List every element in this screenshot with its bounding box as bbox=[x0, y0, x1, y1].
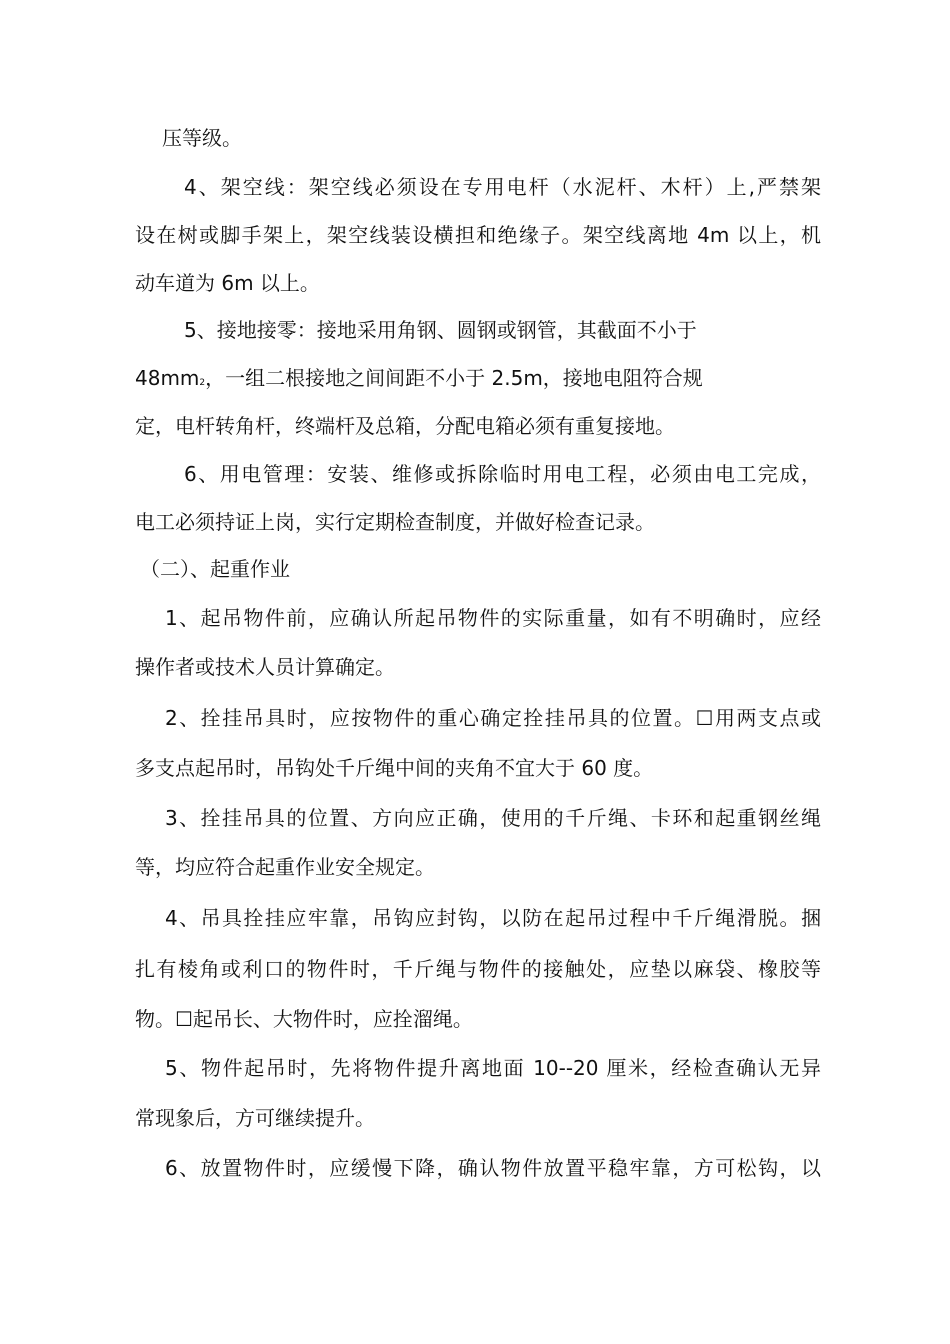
text-fragment: 48mm bbox=[135, 366, 200, 390]
text-line bbox=[135, 364, 703, 397]
text-fragment: ，一组二根接地之间间距不小于 2.5m，接地电阻符合规 bbox=[205, 366, 703, 390]
text-line: 常现象后，方可继续提升。 bbox=[135, 1106, 375, 1130]
text-line: 等，均应符合起重作业安全规定。 bbox=[135, 855, 435, 879]
text-line: 压等级。 bbox=[162, 126, 242, 150]
subscript-text: 2 bbox=[199, 378, 206, 388]
section-heading: （二）、起重作业 bbox=[140, 557, 290, 581]
text-line: 扎有棱角或利口的物件时，千斤绳与物件的接触处，应垫以麻袋、橡胶等 bbox=[135, 957, 821, 981]
text-line: 定，电杆转角杆，终端杆及总箱，分配电箱必须有重复接地。 bbox=[135, 414, 675, 438]
paragraph-lifting-6: 6、放置物件时，应缓慢下降，确认物件放置平稳牢靠，方可松钩，以 bbox=[165, 1156, 821, 1180]
text-line: 物。☐起吊长、大物件时，应拴溜绳。 bbox=[135, 1007, 473, 1031]
text-line: 多支点起吊时，吊钩处千斤绳中间的夹角不宜大于 60 度。 bbox=[135, 756, 654, 780]
paragraph-lifting-2: 2、拴挂吊具时，应按物件的重心确定拴挂吊具的位置。☐用两支点或 bbox=[165, 706, 821, 730]
paragraph-power-management: 6、用电管理：安装、维修或拆除临时用电工程，必须由电工完成， bbox=[184, 462, 821, 486]
paragraph-overhead-line: 4、架空线：架空线必须设在专用电杆（水泥杆、木杆）上,严禁架 bbox=[184, 175, 821, 199]
text-line: 操作者或技术人员计算确定。 bbox=[135, 655, 395, 679]
text-line: 电工必须持证上岗，实行定期检查制度，并做好检查记录。 bbox=[135, 510, 655, 534]
paragraph-grounding: 5、接地接零：接地采用角钢、圆钢或钢管，其截面不小于 bbox=[184, 318, 697, 342]
paragraph-lifting-3: 3、拴挂吊具的位置、方向应正确，使用的千斤绳、卡环和起重钢丝绳 bbox=[165, 806, 821, 830]
paragraph-lifting-5: 5、物件起吊时，先将物件提升离地面 10--20 厘米，经检查确认无异 bbox=[165, 1056, 821, 1080]
paragraph-lifting-4: 4、吊具拴挂应牢靠，吊钩应封钩，以防在起吊过程中千斤绳滑脱。捆 bbox=[165, 906, 821, 930]
text-line: 动车道为 6m 以上。 bbox=[135, 271, 320, 295]
paragraph-lifting-1: 1、起吊物件前，应确认所起吊物件的实际重量，如有不明确时，应经 bbox=[165, 606, 821, 630]
text-line: 设在树或脚手架上，架空线装设横担和绝缘子。架空线离地 4m 以上，机 bbox=[135, 223, 821, 247]
